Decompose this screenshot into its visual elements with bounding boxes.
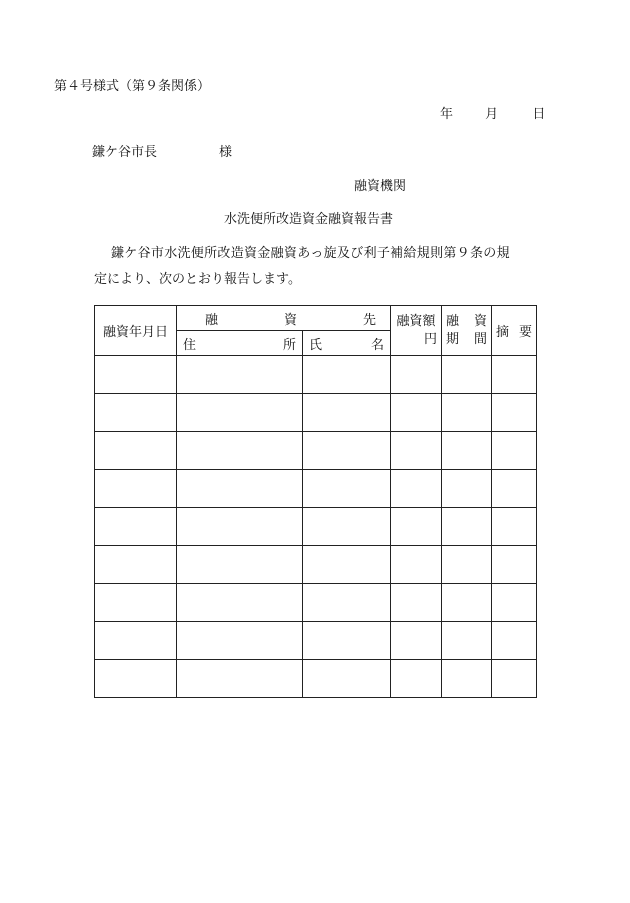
- table-row: [95, 584, 537, 622]
- table-cell: [492, 660, 537, 698]
- table-cell: [95, 622, 177, 660]
- table-cell: [391, 546, 442, 584]
- table-cell: [492, 356, 537, 394]
- table-cell: [391, 660, 442, 698]
- table-cell: [177, 432, 303, 470]
- table-cell: [391, 584, 442, 622]
- table-cell: [303, 470, 391, 508]
- header-address-char: 所: [282, 337, 296, 353]
- header-date: 融資年月日: [95, 306, 177, 356]
- table-cell: [391, 432, 442, 470]
- header-period-char: 融: [446, 313, 460, 329]
- header-period-char: 期: [446, 331, 460, 347]
- table-cell: [177, 356, 303, 394]
- table-cell: [492, 508, 537, 546]
- table-cell: [95, 432, 177, 470]
- table-cell: [492, 432, 537, 470]
- table-cell: [303, 584, 391, 622]
- table-cell: [95, 394, 177, 432]
- table-cell: [442, 394, 492, 432]
- table-cell: [95, 546, 177, 584]
- table-cell: [177, 508, 303, 546]
- table-cell: [177, 660, 303, 698]
- table-cell: [303, 508, 391, 546]
- table-cell: [492, 546, 537, 584]
- table-cell: [303, 394, 391, 432]
- header-row-1: [95, 306, 537, 331]
- table-cell: [391, 394, 442, 432]
- table-cell: [95, 508, 177, 546]
- table-cell: [442, 432, 492, 470]
- table-row: [95, 622, 537, 660]
- table-cell: [442, 508, 492, 546]
- table-row: [95, 546, 537, 584]
- body-text-line2: 定により、次のとおり報告します。: [94, 272, 301, 287]
- addressee-name: 鎌ケ谷市長: [92, 145, 158, 160]
- table-cell: [442, 660, 492, 698]
- table-cell: [95, 470, 177, 508]
- table-row: [95, 660, 537, 698]
- header-name-char: 名: [371, 337, 385, 353]
- header-remarks-char: 要: [519, 325, 533, 340]
- table-cell: [442, 356, 492, 394]
- header-borrower-char: 融: [205, 312, 219, 328]
- report-table: [94, 305, 537, 698]
- table-cell: [177, 546, 303, 584]
- header-amount: [391, 306, 442, 356]
- table-row: [95, 394, 537, 432]
- table-cell: [95, 356, 177, 394]
- table-cell: [177, 394, 303, 432]
- table-cell: [95, 660, 177, 698]
- table-cell: [492, 584, 537, 622]
- table-cell: [492, 622, 537, 660]
- date-year: 年: [440, 107, 454, 122]
- table-cell: [177, 584, 303, 622]
- table-cell: [442, 470, 492, 508]
- table-row: [95, 432, 537, 470]
- header-address-char: 住: [183, 337, 197, 353]
- table-cell: [391, 470, 442, 508]
- table-cell: [442, 584, 492, 622]
- table-cell: [303, 432, 391, 470]
- date-day: 日: [532, 107, 546, 122]
- header-period: [442, 306, 492, 356]
- date-line: [440, 107, 545, 123]
- header-remarks: [492, 306, 537, 356]
- header-remarks-char: 摘: [496, 325, 510, 340]
- table-cell: [177, 470, 303, 508]
- header-amount-label: 融資額: [396, 313, 436, 329]
- table-cell: [303, 622, 391, 660]
- table-cell: [492, 470, 537, 508]
- header-borrower-char: 資: [284, 312, 298, 328]
- header-name: [303, 331, 391, 356]
- header-name-char: 氏: [309, 337, 323, 353]
- body-text-line1: 鎌ケ谷市水洗便所改造資金融資あっ旋及び利子補給規則第９条の規: [111, 246, 510, 261]
- table-cell: [303, 546, 391, 584]
- header-borrower-char: 先: [363, 312, 377, 328]
- table-cell: [442, 546, 492, 584]
- table-cell: [391, 622, 442, 660]
- header-period-char: 資: [474, 313, 488, 329]
- table-cell: [303, 660, 391, 698]
- table-cell: [391, 508, 442, 546]
- table-cell: [492, 394, 537, 432]
- header-period-char: 間: [474, 331, 488, 347]
- table-row: [95, 508, 537, 546]
- table-row: [95, 356, 537, 394]
- date-month: 月: [485, 107, 499, 122]
- header-borrower: [177, 306, 391, 331]
- table-cell: [95, 584, 177, 622]
- table-cell: [442, 622, 492, 660]
- table-cell: [303, 356, 391, 394]
- institution-label: 融資機関: [354, 179, 407, 194]
- table-cell: [391, 356, 442, 394]
- report-title: 水洗便所改造資金融資報告書: [224, 212, 394, 227]
- table-row: [95, 470, 537, 508]
- table-cell: [177, 622, 303, 660]
- form-number: 第４号様式（第９条関係）: [54, 79, 211, 94]
- addressee-honorific: 様: [219, 145, 233, 160]
- header-amount-unit: 円: [424, 331, 438, 347]
- header-address: [177, 331, 303, 356]
